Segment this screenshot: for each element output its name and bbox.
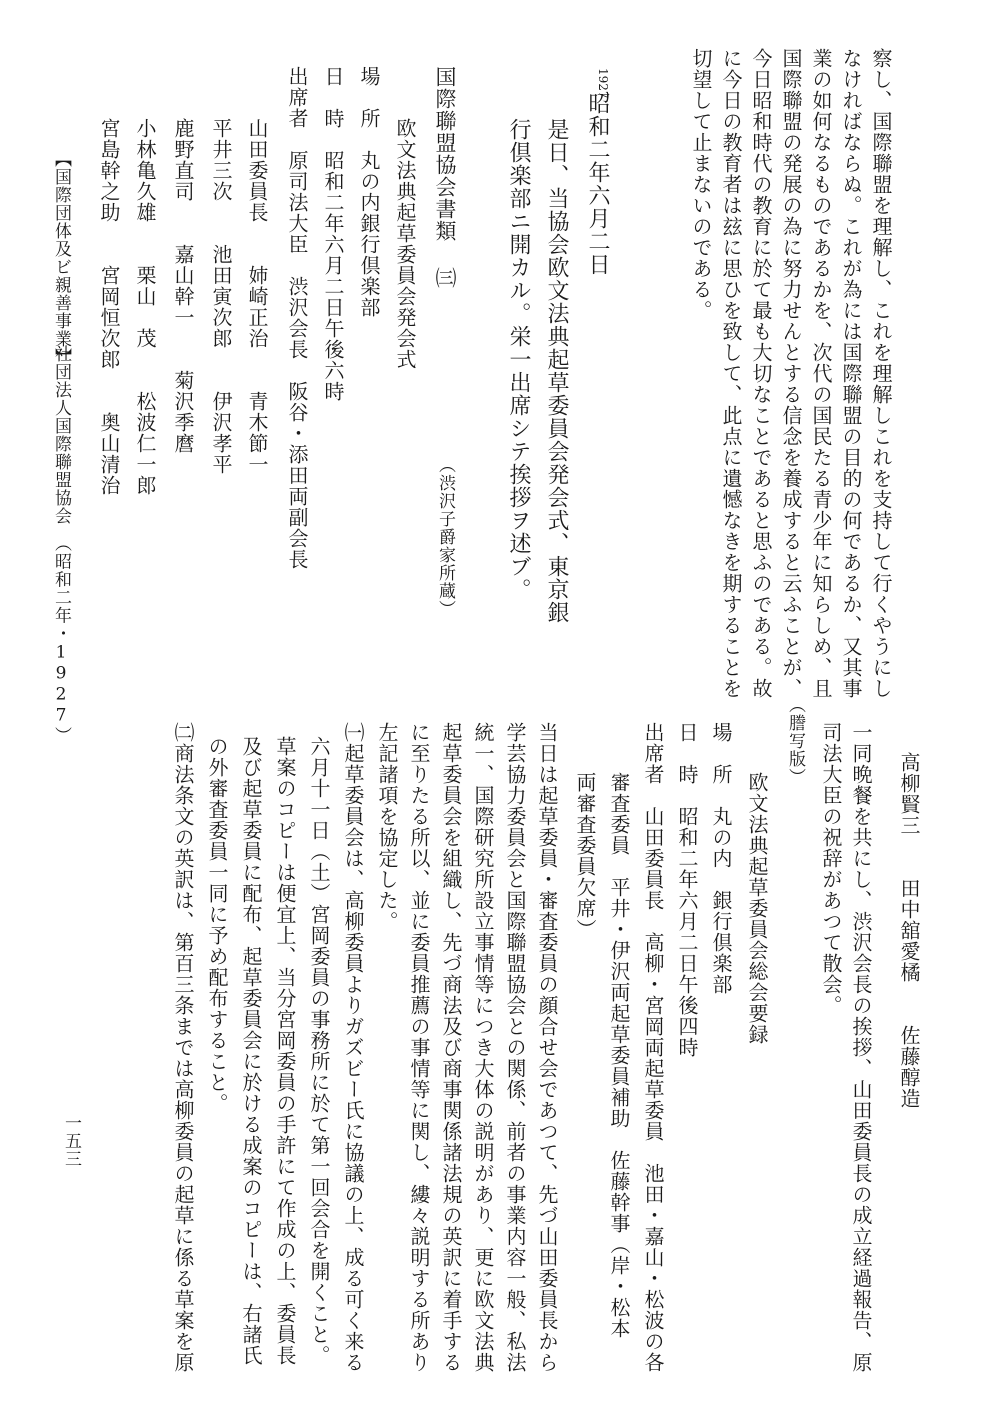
- footer-left: 【国際団体及ビ親善事業】: [51, 150, 71, 366]
- body-line-1: 当日は起草委員・審査委員の顔合せ会であつて、先づ山田委員長から: [535, 722, 559, 1373]
- entry-line-2: 行倶楽部ニ開カル。栄一出席シテ挨拶ヲ述ブ。: [506, 118, 531, 601]
- attendee-row-1: 山田委員長 姉崎正治 青木節一: [245, 118, 269, 475]
- body-line-6: 左記諸項を協定した。: [375, 722, 399, 932]
- body-line-8: 六月十一日（土）宮岡委員の事務所に於て第一回会合を開くこと。: [307, 736, 331, 1366]
- minutes-attendees-3: 両審査委員欠席）: [573, 772, 597, 940]
- year-marker: 1927: [596, 68, 610, 99]
- essay-line-5: 今日昭和時代の教育に於て最も大切なことであると思ふのである。故: [749, 48, 773, 699]
- names-row: 高柳賢三 田中舘愛橘 佐藤醇造: [897, 752, 921, 1109]
- minutes-title: 欧文法典起草委員会総会要録: [745, 772, 769, 1045]
- footer-right: 社団法人国際聯盟協会 （昭和二年・1927）: [51, 345, 71, 745]
- body-line-3: 統一、国際研究所設立事情等につき大体の説明があり、更に欧文法典: [471, 722, 495, 1373]
- minutes-attendees-1: 出席者 山田委員長 高柳・宮岡両起草委員 池田・嘉山・松波の各: [641, 722, 665, 1373]
- mimeograph-note: （謄写版）: [785, 696, 805, 786]
- essay-line-1: 察し、国際聯盟を理解し、これを理解しこれを支持して行くやうにし: [869, 48, 893, 699]
- lower-line-2: 司法大臣の祝辞があつて散会。: [819, 722, 843, 1016]
- attendee-row-5: 宮島幹之助 宮岡恒次郎 奥山清治: [97, 118, 121, 496]
- essay-line-4: 国際聯盟の発展の為に努力せんとする信念を養成すると云ふことが、: [779, 48, 803, 699]
- attendee-row-3: 鹿野直司 嘉山幹一 菊沢季麿: [171, 118, 195, 454]
- body-line-7: ㈠起草委員会は、高柳委員よりガズビー氏に協議の上、成る可く来る: [341, 722, 365, 1373]
- essay-line-7: 切望して止まないのである。: [689, 48, 713, 321]
- body-line-2: 学芸協力委員会と国際聯盟協会との関係、前者の事業内容一般、私法: [503, 722, 527, 1373]
- minutes-attendees-2: 審査委員 平井・伊沢両起草委員補助 佐藤幹事（岸・松本: [607, 772, 631, 1339]
- meeting-title: 欧文法典起草委員会発会式: [393, 118, 417, 370]
- page-number: 一五三: [61, 1114, 81, 1168]
- lower-line-1: 一同晩餐を共にし、渋沢会長の挨拶、山田委員長の成立経過報告、原: [849, 722, 873, 1373]
- body-line-9: 草案のコピーは便宜上、当分宮岡委員の手許にて作成の上、委員長: [273, 736, 297, 1366]
- attendee-row-2: 平井三次 池田寅次郎 伊沢孝平: [209, 118, 233, 475]
- place-line: 場 所 丸の内銀行倶楽部: [357, 66, 381, 318]
- body-line-5: に至りたる所以、並に委員推薦の事情等に関し、縷々説明する所あり: [407, 722, 431, 1373]
- essay-line-3: 業の如何なるものであるかを、次代の国民たる青少年に知らしめ、且: [809, 48, 833, 699]
- entry-line-1: 是日、当協会欧文法典起草委員会発会式、東京銀: [544, 118, 569, 624]
- body-line-4: 起草委員会を組織し、先づ商法及び商事関係諸法規の英訳に着手する: [439, 722, 463, 1373]
- essay-line-2: なければならぬ。これが為には国際聯盟の目的の何であるか、又其事: [839, 48, 863, 699]
- body-line-10: 及び起草委員に配布、起草委員会に於ける成案のコピーは、右諸氏: [239, 736, 263, 1366]
- minutes-datetime: 日 時 昭和二年六月二日午後四時: [675, 722, 699, 1058]
- body-line-12: ㈡商法条文の英訳は、第百三条までは高柳委員の起草に係る草案を原: [171, 722, 195, 1373]
- attendee-row-4: 小林亀久雄 栗山 茂 松波仁一郎: [133, 118, 157, 496]
- attendees-label: 出席者 原司法大臣 渋沢会長 阪谷・添田両副会長: [285, 66, 309, 570]
- datetime-line: 日 時 昭和二年六月二日午後六時: [321, 66, 345, 402]
- date-heading: 昭和二年六月二日: [585, 92, 610, 276]
- source-note: （渋沢子爵家所蔵）: [435, 456, 455, 618]
- source-title: 国際聯盟協会書類 ㈢: [433, 66, 457, 289]
- essay-line-6: に今日の教育者は玆に思ひを致して、此点に遺憾なきを期することを: [719, 48, 743, 699]
- body-line-11: の外審査委員一同に予め配布すること。: [205, 736, 229, 1114]
- minutes-place: 場 所 丸の内 銀行倶楽部: [709, 722, 733, 995]
